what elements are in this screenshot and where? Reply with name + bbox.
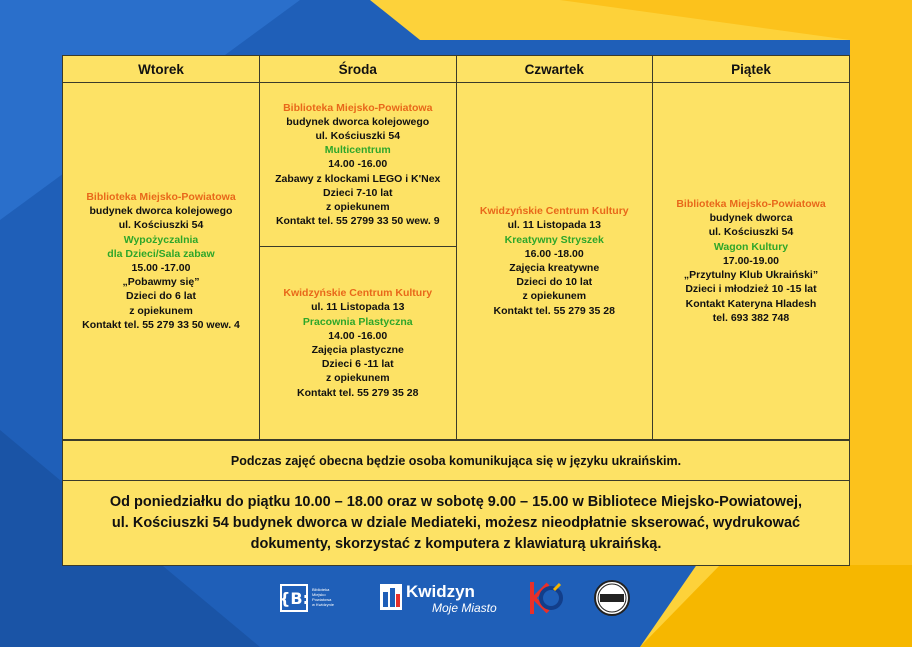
kwidzyn-tagline: Moje Miasto <box>432 601 497 615</box>
thursday-cell <box>456 83 653 440</box>
address: budynek dworca <box>709 212 793 225</box>
time: 17.00-19.00 <box>722 254 780 267</box>
contact: Kontakt tel. 55 279 33 50 wew. 4 <box>82 318 240 331</box>
contact: Kontakt tel. 55 2799 33 50 wew. 9 <box>275 215 440 228</box>
library-logo <box>280 584 350 614</box>
library-logo-text: Biblioteka Miejsko Powiatowa w Kwidzynie <box>312 587 335 607</box>
friday-cell <box>653 83 850 440</box>
kck-logo-icon <box>524 578 564 618</box>
guardian-note: z opiekunem <box>129 304 193 317</box>
audience: Dzieci 7-10 lat <box>323 186 393 199</box>
day-header-thursday: Czwartek <box>456 56 653 83</box>
venue: dla Dzieci/Sala zabaw <box>107 247 215 260</box>
activity: „Przytulny Klub Ukraiński” <box>683 269 819 282</box>
audience: Dzieci do 10 lat <box>516 276 593 289</box>
time: 16.00 -18.00 <box>524 247 584 260</box>
wednesday-cell-top <box>260 83 457 247</box>
venue: Wagon Kultury <box>713 240 789 253</box>
address: ul. Kościuszki 54 <box>708 226 794 239</box>
tuesday-cell <box>63 83 260 440</box>
address: ul. Kościuszki 54 <box>315 129 401 142</box>
day-header-friday: Piątek <box>653 56 850 83</box>
venue: Pracownia Plastyczna <box>302 315 413 328</box>
address: budynek dworca kolejowego <box>286 115 430 128</box>
organizer: Biblioteka Miejsko-Powiatowa <box>676 198 826 211</box>
activity: Zajęcia kreatywne <box>509 262 600 274</box>
contact: Kontakt Kateryna Hladesh <box>685 297 817 310</box>
audience: Dzieci i młodzież 10 -15 lat <box>685 283 817 296</box>
info-line: dokumenty, skorzystać z komputera z klawiaturą ukraińską. <box>250 535 662 552</box>
time: 15.00 -17.00 <box>131 262 191 274</box>
partner-logos <box>0 578 912 622</box>
audience: Dzieci 6 -11 lat <box>321 358 394 371</box>
guardian-note: z opiekunem <box>522 290 587 303</box>
guardian-note: z opiekunem <box>325 372 390 385</box>
schedule-table <box>63 56 849 440</box>
venue: Multicentrum <box>324 144 391 157</box>
organizer: Biblioteka Miejsko-Powiatowa <box>283 101 433 114</box>
wednesday-cell-bottom <box>260 247 457 440</box>
info-line: ul. Kościuszki 54 budynek dworca w dziale Mediateki, możesz nieodpłatnie skserować, wydrukować <box>111 514 801 531</box>
contact-phone: tel. 693 382 748 <box>712 311 790 324</box>
association-logo-icon <box>594 580 630 616</box>
activity: „Pobawmy się” <box>122 276 200 289</box>
activity: Zajęcia plastyczne <box>311 344 404 356</box>
info-line: Od poniedziałku do piątku 10.00 – 18.00 oraz w sobotę 9.00 – 15.00 w Bibliotece Miejsko-Powiatowej, <box>109 493 803 510</box>
language-note: Podczas zajęć obecna będzie osoba komunikująca się w języku ukraińskim. <box>63 440 849 481</box>
day-header-tuesday: Wtorek <box>63 56 260 83</box>
time: 14.00 -16.00 <box>328 158 388 171</box>
mediateka-info <box>63 480 849 566</box>
venue: Kreatywny Stryszek <box>504 233 604 246</box>
kwidzyn-logo <box>380 582 506 618</box>
address: ul. Kościuszki 54 <box>118 219 204 232</box>
activity: Zabawy z klockami LEGO i K'Nex <box>275 172 441 185</box>
library-mark: {B: <box>280 584 308 612</box>
organizer: Kwidzyńskie Centrum Kultury <box>479 205 629 218</box>
guardian-note: z opiekunem <box>325 201 390 213</box>
organizer: Biblioteka Miejsko-Powiatowa <box>86 190 236 203</box>
time: 14.00 -16.00 <box>328 329 388 342</box>
address: ul. 11 Listopada 13 <box>311 301 405 314</box>
organizer: Kwidzyńskie Centrum Kultury <box>283 287 433 300</box>
day-header-wednesday: Środa <box>260 56 457 83</box>
kwidzyn-castle-icon <box>380 584 402 610</box>
kwidzyn-name: Kwidzyn <box>406 582 475 601</box>
contact: Kontakt tel. 55 279 35 28 <box>297 386 419 399</box>
audience: Dzieci do 6 lat <box>125 290 197 303</box>
association-badge-icon <box>596 582 628 614</box>
address: ul. 11 Listopada 13 <box>507 219 601 232</box>
contact: Kontakt tel. 55 279 35 28 <box>493 304 615 317</box>
address: budynek dworca kolejowego <box>89 205 233 218</box>
schedule-sheet <box>62 55 850 566</box>
venue: Wypożyczalnia <box>123 233 199 246</box>
